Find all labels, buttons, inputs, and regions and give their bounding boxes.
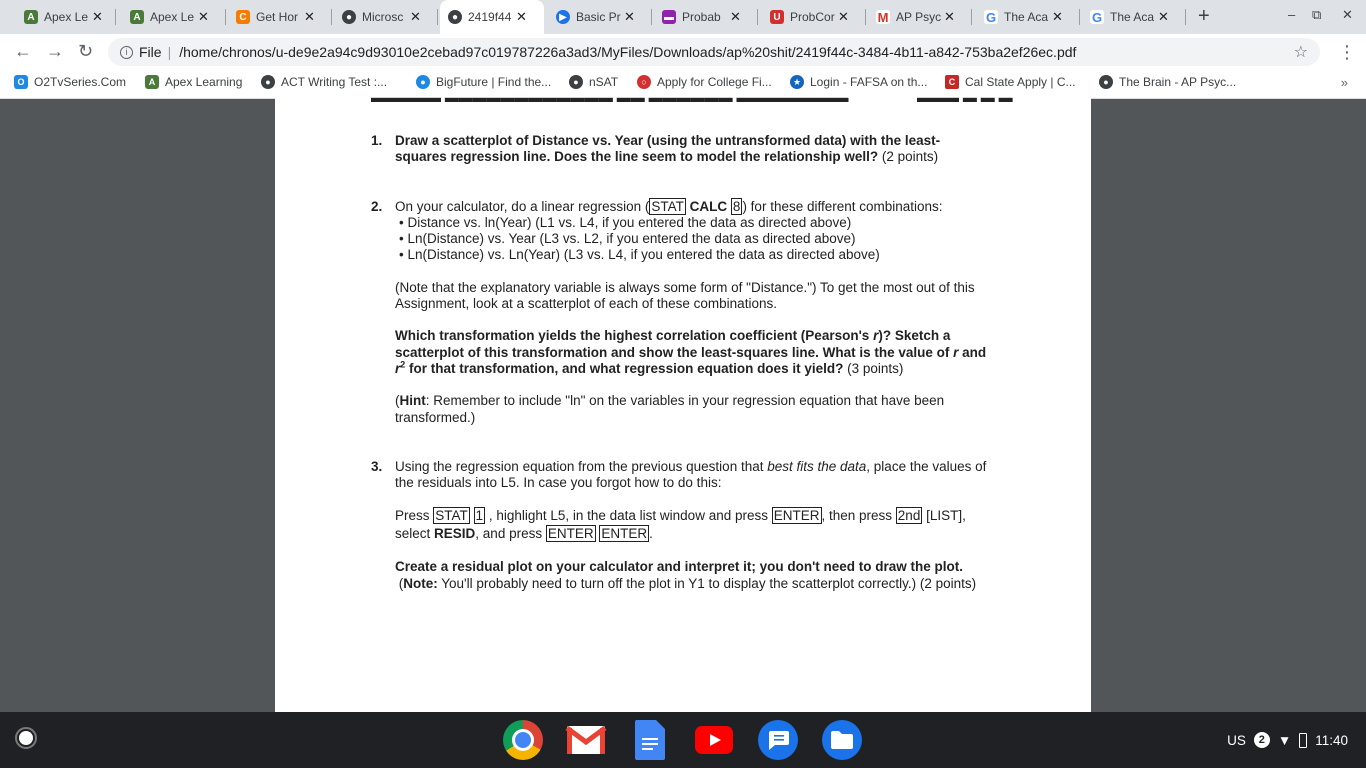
note-label: Note: — [403, 575, 438, 591]
cut-off-header-right: ▬▬▬ ▬ ▬ ▬ — [917, 89, 1013, 105]
stat-key: STAT — [435, 508, 468, 524]
google-favicon-icon: G — [985, 9, 997, 25]
r-symbol: r — [953, 344, 959, 360]
q2-task-b: )? Sketch a scatterplot of this transformation and show the least-squares line. What is the value of — [395, 328, 954, 360]
play-favicon-icon: ▶ — [556, 10, 570, 24]
q1-text: Draw a scatterplot of Distance vs. Year (using the untransformed data) with the least-squares regression line. Does the line seem to model the relationship well? — [395, 133, 941, 165]
chrome-app-icon[interactable] — [503, 720, 543, 760]
bookmark-label: Apply for College Fi... — [657, 75, 772, 89]
apex-favicon-icon: A — [24, 10, 38, 24]
gmail-favicon-icon: M — [877, 9, 889, 25]
gmail-app-icon[interactable] — [566, 720, 606, 760]
q3-task-bold: Create a residual plot on your calculator and interpret it; you don't need to draw the plot. — [395, 559, 964, 575]
q3-and-press: , and press — [475, 526, 546, 542]
stat-key: STAT — [651, 198, 684, 214]
tab-the-academy-2[interactable] — [1082, 4, 1186, 30]
bookmark-apply-college[interactable] — [637, 75, 772, 89]
q2-intro: On your calculator, do a linear regression ( — [395, 198, 650, 214]
tab-label: Apex Le — [150, 10, 195, 24]
o2tv-favicon-icon: O — [14, 75, 28, 89]
q2-hint: (Hint: Remember to include "ln" on the variables in your regression equation that have been transformed.) — [395, 393, 945, 425]
minimize-button[interactable]: – — [1288, 7, 1296, 22]
close-tab-icon[interactable]: ✕ — [838, 9, 849, 24]
reload-icon[interactable]: ↻ — [78, 41, 94, 61]
tab-label: ProbCor — [790, 10, 835, 24]
close-window-button[interactable]: ✕ — [1342, 7, 1353, 22]
globe-favicon-icon: ● — [448, 10, 462, 24]
q2-and: and — [958, 344, 987, 360]
enter-key: ENTER — [547, 526, 594, 542]
q3-list: [LIST], select — [395, 508, 966, 542]
globe-favicon-icon: ● — [1099, 75, 1113, 89]
q2-intro-end: ) for these different combinations: — [742, 198, 943, 214]
close-tab-icon[interactable]: ✕ — [410, 9, 421, 24]
url-separator: | — [167, 44, 172, 60]
bookmark-o2tvseries[interactable] — [14, 75, 126, 89]
bookmark-the-brain[interactable] — [1099, 75, 1236, 89]
chegg-favicon-icon: C — [236, 10, 250, 24]
tab-microsoft[interactable] — [334, 4, 438, 30]
more-bookmarks-icon[interactable]: » — [1340, 75, 1348, 90]
list-item: • Ln(Distance) vs. Ln(Year) (L3 vs. L4, if you entered the data as directed above) — [407, 247, 991, 263]
key-8: 8 — [732, 198, 741, 214]
q2-task-a: Which transformation yields the highest correlation coefficient (Pearson's — [395, 328, 874, 344]
close-tab-icon[interactable]: ✕ — [624, 9, 635, 24]
q1-points: (2 points) — [881, 149, 939, 165]
messages-app-icon[interactable] — [758, 720, 798, 760]
tab-label: The Aca — [1004, 10, 1049, 24]
close-tab-icon[interactable]: ✕ — [304, 9, 315, 24]
notification-count-badge[interactable]: 2 — [1254, 732, 1270, 748]
squared-exponent: 2 — [400, 359, 406, 370]
bookmark-label: ACT Writing Test :... — [281, 75, 388, 89]
tab-label: The Aca — [1110, 10, 1155, 24]
list-item: • Ln(Distance) vs. Year (L3 vs. L2, if you entered the data as directed above) — [407, 231, 991, 247]
question-number: 3. — [371, 458, 383, 474]
bookmark-label: nSAT — [589, 75, 619, 89]
address-bar[interactable] — [108, 38, 1320, 66]
resid-label: RESID — [434, 526, 476, 542]
q3-text-a: Using the regression equation from the previous question that — [395, 458, 768, 474]
bookmark-act-writing[interactable] — [261, 75, 387, 89]
docs-app-icon[interactable] — [630, 720, 670, 760]
tab-ap-psych-gmail[interactable] — [868, 4, 972, 30]
menu-kebab-icon[interactable]: ⋮ — [1338, 42, 1356, 62]
fafsa-favicon-icon: ★ — [790, 75, 804, 89]
tab-pdf-active[interactable] — [440, 0, 544, 34]
tab-label: Probab — [682, 10, 721, 24]
bookmark-label: Apex Learning — [165, 75, 243, 89]
close-tab-icon[interactable]: ✕ — [1158, 9, 1169, 24]
forward-arrow-icon[interactable]: → — [46, 41, 64, 61]
q3-mid-1: , highlight L5, in the data list window and press — [488, 508, 772, 524]
keyboard-layout[interactable]: US — [1227, 732, 1246, 748]
bookmark-nsat[interactable] — [569, 75, 618, 89]
tab-label: AP Psyc — [896, 10, 942, 24]
close-tab-icon[interactable]: ✕ — [730, 9, 741, 24]
status-area[interactable] — [1227, 732, 1348, 748]
youtube-app-icon[interactable] — [694, 720, 734, 760]
battery-icon — [1299, 733, 1307, 748]
info-icon[interactable]: i — [120, 46, 133, 59]
tab-label: Basic Pr — [576, 10, 621, 24]
google-favicon-icon: G — [1091, 9, 1103, 25]
transformation-list — [395, 215, 991, 264]
files-app-icon[interactable] — [822, 720, 862, 760]
tab-apex-learning-2[interactable] — [122, 4, 226, 30]
apex-favicon-icon: A — [130, 10, 144, 24]
list-item: • Distance vs. ln(Year) (L1 vs. L4, if you entered the data as directed above) — [407, 215, 991, 231]
globe-favicon-icon: ● — [342, 10, 356, 24]
r-squared-symbol: r — [395, 360, 401, 376]
key-1: 1 — [475, 508, 484, 524]
system-shelf — [0, 712, 1366, 768]
bookmark-star-icon[interactable]: ☆ — [1293, 44, 1308, 61]
launcher-icon[interactable] — [19, 731, 33, 745]
globe-favicon-icon: ● — [261, 75, 275, 89]
q3-emphasis: best fits the data — [767, 458, 867, 474]
question-number: 1. — [371, 133, 383, 148]
question-number: 2. — [371, 198, 383, 214]
clock[interactable]: 11:40 — [1315, 732, 1348, 748]
new-tab-button[interactable]: + — [1198, 5, 1210, 27]
close-tab-icon[interactable]: ✕ — [1052, 9, 1063, 24]
tab-label: Get Hor — [256, 10, 299, 24]
back-arrow-icon[interactable]: ← — [14, 41, 32, 61]
tab-label: 2419f44 — [468, 10, 512, 24]
hint-label: Hint — [399, 393, 426, 409]
question-1 — [371, 133, 991, 166]
cut-off-header-left: ▬▬▬▬▬ ▬▬▬▬▬▬▬▬▬▬▬▬ ▬▬ ▬▬▬▬▬▬ ▬▬▬▬▬▬▬▬ — [371, 89, 849, 105]
r-symbol: r — [873, 328, 879, 344]
bookmark-bigfuture[interactable] — [416, 75, 551, 89]
note-text: You'll probably need to turn off the plot in Y1 to display the scatterplot correctly.) (2 points) — [437, 575, 977, 591]
q2-note: (Note that the explanatory variable is always some form of "Distance.") To get the most out of this Assignment, look at a scatterplot of each of these combinations. — [395, 279, 975, 312]
bookmark-cal-state[interactable] — [945, 75, 1076, 89]
q3-instructions — [395, 507, 991, 543]
press-text: Press — [395, 508, 434, 524]
enter-key: ENTER — [773, 508, 820, 524]
q2-task — [395, 328, 991, 377]
u-favicon-icon: U — [770, 10, 784, 24]
calc-label: CALC — [689, 198, 728, 214]
q3-mid-2: , then press — [821, 508, 896, 524]
apply-favicon-icon: ○ — [637, 75, 651, 89]
enter-key: ENTER — [601, 526, 648, 542]
browser-toolbar — [0, 34, 1366, 69]
tab-apex-learning-1[interactable] — [16, 4, 116, 30]
bookmark-label: Login - FAFSA on th... — [810, 75, 928, 89]
bookmark-label: BigFuture | Find the... — [436, 75, 552, 89]
globe-favicon-icon: ● — [569, 75, 583, 89]
close-tab-icon[interactable]: ✕ — [198, 9, 209, 24]
apex-favicon-icon: A — [145, 75, 159, 89]
hint-text: : Remember to include "ln" on the variables in your regression equation that have been transformed.) — [395, 393, 945, 425]
pdf-page — [275, 89, 1091, 712]
chart-favicon-icon: ▬ — [664, 11, 674, 23]
tab-probability[interactable] — [654, 4, 758, 30]
url-text[interactable]: /home/chronos/u-de9e2a94c9d93010e2cebad97c019787226a3ad3/MyFiles/Downloads/ap%20shit/2419f44c-3484-4b11-a842-753ba2ef26ec.pdf — [179, 44, 1077, 60]
q3-end: . — [649, 526, 653, 542]
q2-task-c: for that transformation, and what regression equation does it yield? — [405, 360, 844, 376]
restore-button[interactable]: ⧉ — [1312, 7, 1322, 22]
tab-get-homework[interactable] — [228, 4, 332, 30]
csu-favicon-icon: C — [945, 75, 959, 89]
tab-strip — [0, 0, 1366, 34]
tab-the-academy-1[interactable] — [976, 4, 1080, 30]
tab-probcor[interactable] — [762, 4, 866, 30]
close-tab-icon[interactable]: ✕ — [516, 9, 527, 24]
2nd-key: 2nd — [897, 508, 921, 524]
scheme-label: File — [139, 44, 162, 60]
q3-task: Create a residual plot on your calculator and interpret it; you don't need to draw the plot. (Note: You'll probably need to turn off the plot in Y1 to display the scatterplot correctly.) (2 points) — [395, 559, 977, 591]
close-tab-icon[interactable]: ✕ — [92, 9, 103, 24]
question-3 — [371, 459, 991, 592]
question-2 — [371, 199, 991, 426]
bookmark-fafsa[interactable] — [790, 75, 927, 89]
tab-label: Apex Le — [44, 10, 89, 24]
close-tab-icon[interactable]: ✕ — [944, 9, 955, 24]
bigfuture-favicon-icon: ● — [416, 75, 430, 89]
q2-points: (3 points) — [847, 360, 904, 376]
q3-text-b: , place the values of the residuals into L5. In case you forgot how to do this: — [395, 458, 987, 491]
tab-label: Microsc — [362, 10, 404, 24]
tab-basic-probability[interactable] — [548, 4, 652, 30]
bookmark-label: O2TvSeries.Com — [34, 75, 127, 89]
bookmark-apex-learning[interactable] — [145, 75, 242, 89]
pdf-content — [371, 133, 991, 592]
bookmark-label: The Brain - AP Psyc... — [1119, 75, 1237, 89]
wifi-icon: ▼ — [1277, 732, 1292, 748]
bookmark-label: Cal State Apply | C... — [965, 75, 1076, 89]
